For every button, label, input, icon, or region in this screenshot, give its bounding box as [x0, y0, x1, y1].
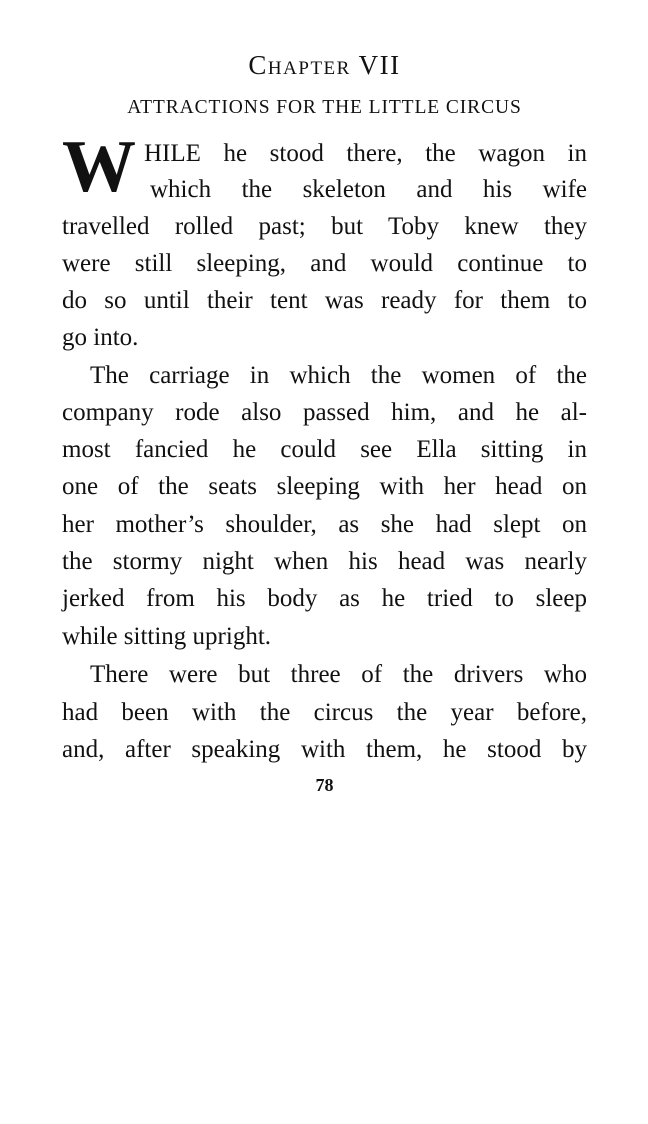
text-line: company rode also passed him, and he al- [62, 399, 587, 426]
text-line: were still sleeping, and would continue to [62, 250, 587, 277]
text-line: while sitting upright. [62, 623, 272, 650]
text-line: which the skeleton and his wife [150, 176, 587, 203]
drop-cap: W [62, 126, 134, 208]
text-line: had been with the circus the year before, [62, 699, 587, 726]
text-line: There were but three of the drivers who [90, 661, 587, 688]
text-line: HILE he stood there, the wagon in [144, 140, 587, 167]
text-line: go into. [62, 324, 139, 351]
chapter-heading: Chapter VII [248, 50, 401, 80]
text-line: the stormy night when his head was nearly [62, 548, 587, 575]
book-page [62, 0, 587, 1124]
text-line: most fancied he could see Ella sitting in [62, 436, 587, 463]
text-line: one of the seats sleeping with her head on [62, 473, 587, 500]
text-line: travelled rolled past; but Toby knew they [62, 213, 587, 240]
text-line: jerked from his body as he tried to sleep [62, 585, 587, 612]
chapter-title: ATTRACTIONS FOR THE LITTLE CIRCUS [127, 97, 522, 118]
page-number: 78 [315, 775, 334, 795]
text-line: do so until their tent was ready for them to [62, 287, 587, 314]
text-line: her mother’s shoulder, as she had slept on [62, 511, 587, 538]
text-line: The carriage in which the women of the [90, 362, 587, 389]
text-line: and, after speaking with them, he stood by [62, 736, 587, 763]
